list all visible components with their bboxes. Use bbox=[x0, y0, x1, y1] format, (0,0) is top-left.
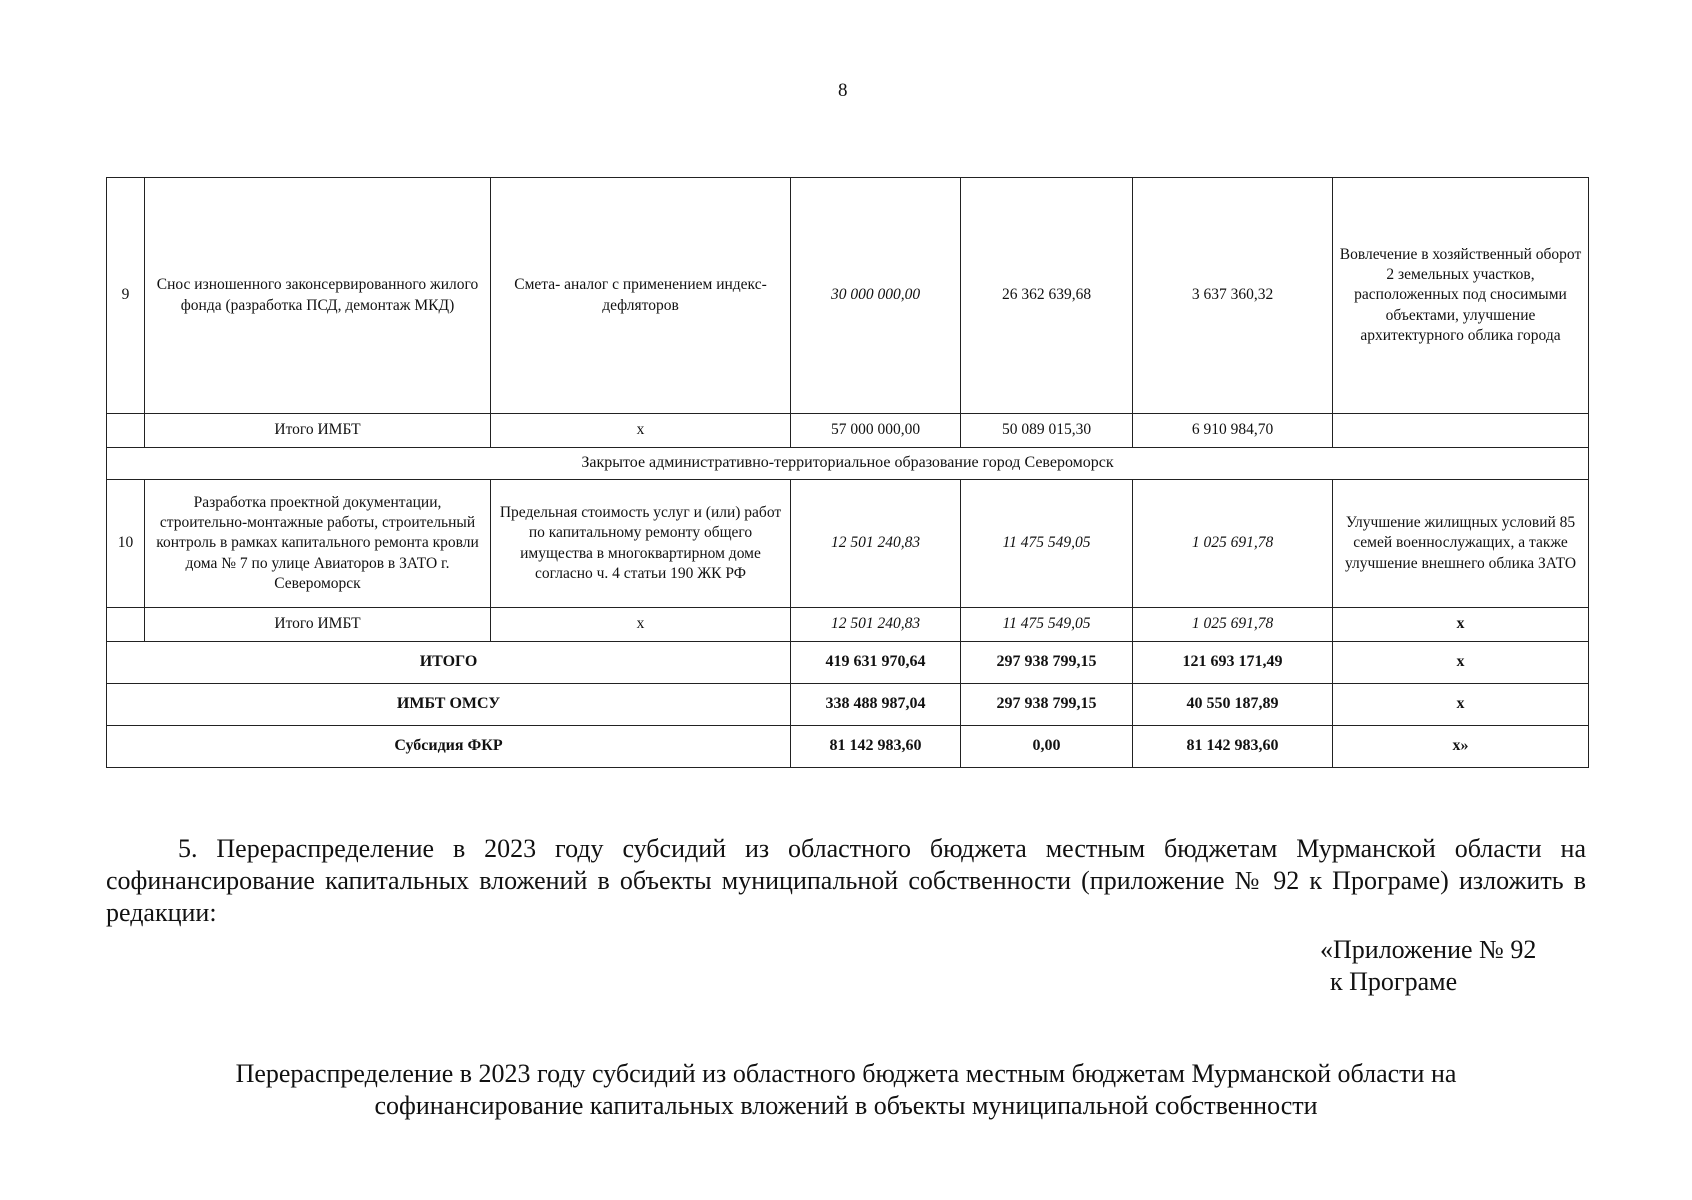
table-row-total bbox=[107, 642, 1589, 684]
cell-total: 30 000 000,00 bbox=[791, 178, 961, 414]
cell-total: 12 501 240,83 bbox=[791, 608, 961, 642]
cell-local: 6 910 984,70 bbox=[1133, 414, 1333, 448]
cell-total: 338 488 987,04 bbox=[791, 684, 961, 726]
cell-local: 1 025 691,78 bbox=[1133, 608, 1333, 642]
cell-object-name: Разработка проектной документации, строительно-монтажные работы, строительный контроль в рамках капитального ремонта кровли дома № 7 по улице Авиаторов в ЗАТО г. Североморск bbox=[145, 480, 491, 608]
table-row-subtotal bbox=[107, 608, 1589, 642]
cell-imbt: 0,00 bbox=[961, 726, 1133, 768]
cell-imbt: 50 089 015,30 bbox=[961, 414, 1133, 448]
table-row-9 bbox=[107, 178, 1589, 414]
cell-result: Вовлечение в хозяйственный оборот 2 земельных участков, расположенных под сносимыми объектами, улучшение архитектурного облика города bbox=[1333, 178, 1589, 414]
cell-method: x bbox=[491, 608, 791, 642]
table-section-row bbox=[107, 448, 1589, 480]
cell-local: 81 142 983,60 bbox=[1133, 726, 1333, 768]
cell-label: Итого ИМБТ bbox=[145, 414, 491, 448]
cell-method: Смета- аналог с применением индекс-дефляторов bbox=[491, 178, 791, 414]
appendix-reference bbox=[1320, 934, 1590, 998]
cell-total: 12 501 240,83 bbox=[791, 480, 961, 608]
cell-num: 9 bbox=[107, 178, 145, 414]
cell-local: 1 025 691,78 bbox=[1133, 480, 1333, 608]
cell-imbt: 11 475 549,05 bbox=[961, 480, 1133, 608]
cell-method: Предельная стоимость услуг и (или) работ по капитальному ремонту общего имущества в многоквартирном доме согласно ч. 4 статьи 190 ЖК РФ bbox=[491, 480, 791, 608]
table-row-10 bbox=[107, 480, 1589, 608]
cell-local: 40 550 187,89 bbox=[1133, 684, 1333, 726]
cell-imbt: 297 938 799,15 bbox=[961, 684, 1133, 726]
cell-method: x bbox=[491, 414, 791, 448]
cell-num bbox=[107, 414, 145, 448]
cell-object-name: Снос изношенного законсервированного жилого фонда (разработка ПСД, демонтаж МКД) bbox=[145, 178, 491, 414]
paragraph-5: 5. Перераспределение в 2023 году субсидий из областного бюджета местным бюджетам Мурманской области на софинансирование капитальных вложений в объекты муниципальной собственности (приложение № 92 к Програме) изложить в редакции: bbox=[106, 834, 1586, 927]
cell-label: ИМБТ ОМСУ bbox=[107, 684, 791, 726]
cell-result: x bbox=[1333, 608, 1589, 642]
appendix-line-1: «Приложение № 92 bbox=[1320, 935, 1537, 964]
cell-num bbox=[107, 608, 145, 642]
cell-result: Улучшение жилищных условий 85 семей военнослужащих, а также улучшение внешнего облика ЗАТО bbox=[1333, 480, 1589, 608]
cell-num: 10 bbox=[107, 480, 145, 608]
cell-label: Итого ИМБТ bbox=[145, 608, 491, 642]
cell-label: ИТОГО bbox=[107, 642, 791, 684]
cell-total: 57 000 000,00 bbox=[791, 414, 961, 448]
cell-result bbox=[1333, 414, 1589, 448]
heading-line-2: софинансирование капитальных вложений в объекты муниципальной собственности bbox=[374, 1091, 1318, 1120]
cell-result: x bbox=[1333, 684, 1589, 726]
cell-imbt: 297 938 799,15 bbox=[961, 642, 1133, 684]
table-row-subtotal bbox=[107, 414, 1589, 448]
heading-line-1: Перераспределение в 2023 году субсидий из областного бюджета местным бюджетам Мурманской области на bbox=[235, 1059, 1457, 1088]
section-heading bbox=[106, 1058, 1586, 1122]
cell-imbt: 26 362 639,68 bbox=[961, 178, 1133, 414]
cell-result: x bbox=[1333, 642, 1589, 684]
cell-total: 81 142 983,60 bbox=[791, 726, 961, 768]
cell-result: x» bbox=[1333, 726, 1589, 768]
appendix-line-2: к Програме bbox=[1330, 967, 1458, 996]
cell-label: Субсидия ФКР bbox=[107, 726, 791, 768]
table-row-total bbox=[107, 684, 1589, 726]
table-row-total bbox=[107, 726, 1589, 768]
cell-total: 419 631 970,64 bbox=[791, 642, 961, 684]
cell-imbt: 11 475 549,05 bbox=[961, 608, 1133, 642]
cell-local: 121 693 171,49 bbox=[1133, 642, 1333, 684]
page-number: 8 bbox=[838, 80, 848, 101]
subsidy-table bbox=[106, 177, 1589, 768]
section-title: Закрытое административно-территориальное образование город Североморск bbox=[107, 448, 1589, 480]
cell-local: 3 637 360,32 bbox=[1133, 178, 1333, 414]
